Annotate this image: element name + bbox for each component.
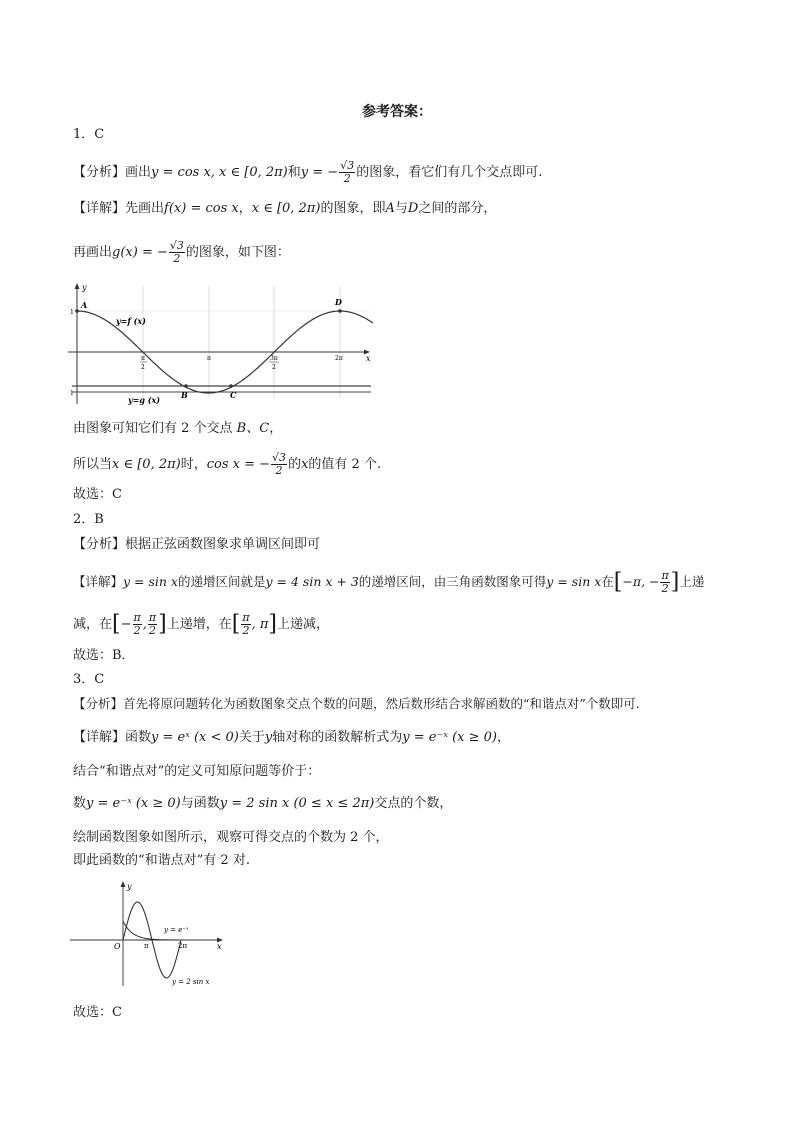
tick-pi: π <box>207 355 211 362</box>
bracket-right: ] <box>158 611 167 637</box>
detail-tag: 【详解】 <box>73 201 126 216</box>
text: 时， <box>180 457 207 472</box>
numerator: √3 <box>169 239 184 252</box>
q3-line4: 绘制函数图象如图所示，观察可得交点的个数为 2 个， <box>73 830 389 845</box>
denominator: 2 <box>275 464 283 477</box>
math-expr: x ∈ [0, 2π) <box>112 457 181 472</box>
point-A <box>75 309 79 313</box>
text: 函数 <box>125 730 152 745</box>
text: 上递增，在 <box>166 617 232 632</box>
text: ， <box>497 730 511 745</box>
sin-label: y = 2 sin x <box>172 978 210 986</box>
q2-analysis: 【分析】根据正弦函数图象求单调区间即可 <box>73 537 321 552</box>
f-label: y=f (x) <box>116 316 146 326</box>
label-C: C <box>230 390 237 400</box>
origin-label: O <box>114 942 121 951</box>
bracket-right: ] <box>670 569 680 595</box>
y-axis-label: y <box>82 283 87 292</box>
detail-tag: 【详解】 <box>73 574 124 589</box>
tick-2pi: 2π <box>335 355 343 362</box>
math-var: y <box>264 730 273 745</box>
math-expr: cos x = − <box>206 457 271 472</box>
q1-detail <box>73 200 496 218</box>
numerator: π <box>242 611 250 624</box>
q3-line5: 即此函数的“和谐点对”有 2 对. <box>73 853 250 868</box>
math-expr: y = e⁻ˣ (x ≥ 0) <box>402 730 497 745</box>
math-var: D <box>407 201 419 216</box>
point-D <box>338 309 342 313</box>
x-axis-label: x <box>366 354 371 363</box>
bracket-left: [ <box>231 611 241 637</box>
text: 上递减， <box>276 617 329 632</box>
math-expr: y = e⁻ˣ (x ≥ 0) <box>86 796 181 811</box>
g-label: y=g (x) <box>128 395 161 405</box>
q1-analysis <box>73 160 542 185</box>
math-expr: g(x) = − <box>112 245 168 260</box>
text: 关于 <box>238 730 265 745</box>
cosine-graph <box>64 278 376 412</box>
label-B: B <box>181 390 188 400</box>
point-C <box>229 384 233 388</box>
tick-3pi-half-den: 2 <box>272 364 276 371</box>
text: 上递 <box>679 574 705 589</box>
detail-tag: 【详解】 <box>73 730 126 745</box>
math-expr: , <box>142 617 147 632</box>
text: 的值有 2 个. <box>308 457 382 472</box>
math-expr: y = 4 sin x + 3 <box>265 574 359 589</box>
text: ， <box>238 201 252 216</box>
x-axis-label: x <box>217 942 222 951</box>
denominator: 2 <box>149 624 156 637</box>
q1-conclusion <box>73 420 282 438</box>
fraction <box>148 612 157 637</box>
bracket-right: ] <box>268 611 277 637</box>
bracket-left: [ <box>613 569 623 595</box>
tick-pi-half-den: 2 <box>141 364 145 371</box>
denominator: 2 <box>661 582 669 595</box>
text: 画出 <box>125 165 152 180</box>
q3-line2: 结合“和谐点对”的定义可知原问题等价于： <box>73 764 321 779</box>
denominator: 2 <box>133 624 141 637</box>
fraction <box>660 570 669 595</box>
text: ， <box>269 421 283 436</box>
math-var: B、C <box>236 421 270 436</box>
y-axis-label: y <box>127 882 132 891</box>
q2-detail <box>73 570 704 595</box>
fraction <box>271 452 287 477</box>
q1-conclusion2 <box>73 452 381 477</box>
math-expr: y = sin x <box>546 574 602 589</box>
math-expr: y = eˣ (x < 0) <box>151 730 239 745</box>
q2-detail-line2 <box>73 612 329 637</box>
math-expr: −π, − <box>622 574 660 589</box>
text: 之间的部分， <box>418 201 497 216</box>
tick-pi: π <box>144 942 149 950</box>
fraction <box>133 612 142 637</box>
y-axis-arrow <box>75 283 80 289</box>
y-axis-arrow <box>121 881 126 887</box>
q2-answer: 2．B <box>73 512 104 527</box>
q3-line3 <box>73 795 452 813</box>
numerator: √3 <box>340 159 355 172</box>
q3-analysis: 【分析】首先将原问题转化为函数图象交点个数的问题，然后数形结合求解函数的“和谐点对”个数即可. <box>73 696 640 711</box>
text: 交点的个数， <box>374 796 453 811</box>
q1-answer: 1．C <box>73 127 105 142</box>
text: 的图象，看它们有几个交点即可. <box>356 165 543 180</box>
q1-detail-line2 <box>73 240 290 265</box>
text: 数 <box>73 796 87 811</box>
denominator: 2 <box>173 252 181 265</box>
denominator: 2 <box>343 172 351 185</box>
tick-2pi: 2π <box>178 942 188 950</box>
q2-choose: 故选：B． <box>73 648 135 663</box>
tick-pi-half-num: π <box>141 355 145 362</box>
text: 再画出 <box>73 245 113 260</box>
math-expr: y = − <box>300 165 339 180</box>
text: 由图象可知它们有 2 个交点 <box>73 421 237 436</box>
numerator: π <box>661 569 669 582</box>
numerator: √3 <box>272 451 287 464</box>
text: 的递增区间就是 <box>177 574 266 589</box>
analysis-tag: 【分析】 <box>73 165 126 180</box>
fraction <box>339 160 355 185</box>
math-expr: y = sin x <box>123 574 178 589</box>
q3-answer: 3．C <box>73 672 105 687</box>
numerator: π <box>148 611 157 624</box>
exp-label: y = e⁻ˣ <box>164 926 189 934</box>
point-B <box>184 384 188 388</box>
tick-neg-one: 1 <box>70 390 74 397</box>
math-expr: y = cos x, x ∈ [0, 2π) <box>151 165 288 180</box>
math-expr: y = 2 sin x (0 ≤ x ≤ 2π) <box>219 796 375 811</box>
text: 的图象，如下图： <box>185 245 290 260</box>
q3-choose: 故选：C <box>73 1005 122 1020</box>
math-var: A <box>385 201 395 216</box>
text: 在 <box>601 574 614 589</box>
fraction <box>169 240 185 265</box>
math-expr: , π <box>251 617 269 632</box>
math-var: x <box>301 457 309 472</box>
label-D: D <box>335 297 342 307</box>
text: 与函数 <box>180 796 220 811</box>
text: 的图象，即 <box>320 201 386 216</box>
label-A: A <box>81 300 88 310</box>
math-expr: − <box>120 617 132 632</box>
numerator: π <box>133 611 141 624</box>
fraction <box>241 612 250 637</box>
page-title: 参考答案： <box>362 104 432 120</box>
text: 的递增区间，由三角函数图象可得 <box>358 574 547 589</box>
text: 轴对称的函数解析式为 <box>272 730 403 745</box>
text: 的 <box>288 457 302 472</box>
q3-detail <box>73 729 510 747</box>
tick-3pi-half-num: 3π <box>270 355 278 362</box>
text: 与 <box>394 201 408 216</box>
math-expr: f(x) = cos x <box>164 201 239 216</box>
tick-one: 1 <box>70 309 74 316</box>
text: 先画出 <box>125 201 165 216</box>
bracket-left: [ <box>112 611 121 637</box>
exp-sin-graph <box>68 876 228 990</box>
math-expr: x ∈ [0, 2π) <box>251 201 321 216</box>
text: 减，在 <box>73 617 113 632</box>
text: 和 <box>287 165 301 180</box>
denominator: 2 <box>242 624 250 637</box>
q1-choose: 故选：C <box>73 487 122 502</box>
text: 所以当 <box>73 457 113 472</box>
